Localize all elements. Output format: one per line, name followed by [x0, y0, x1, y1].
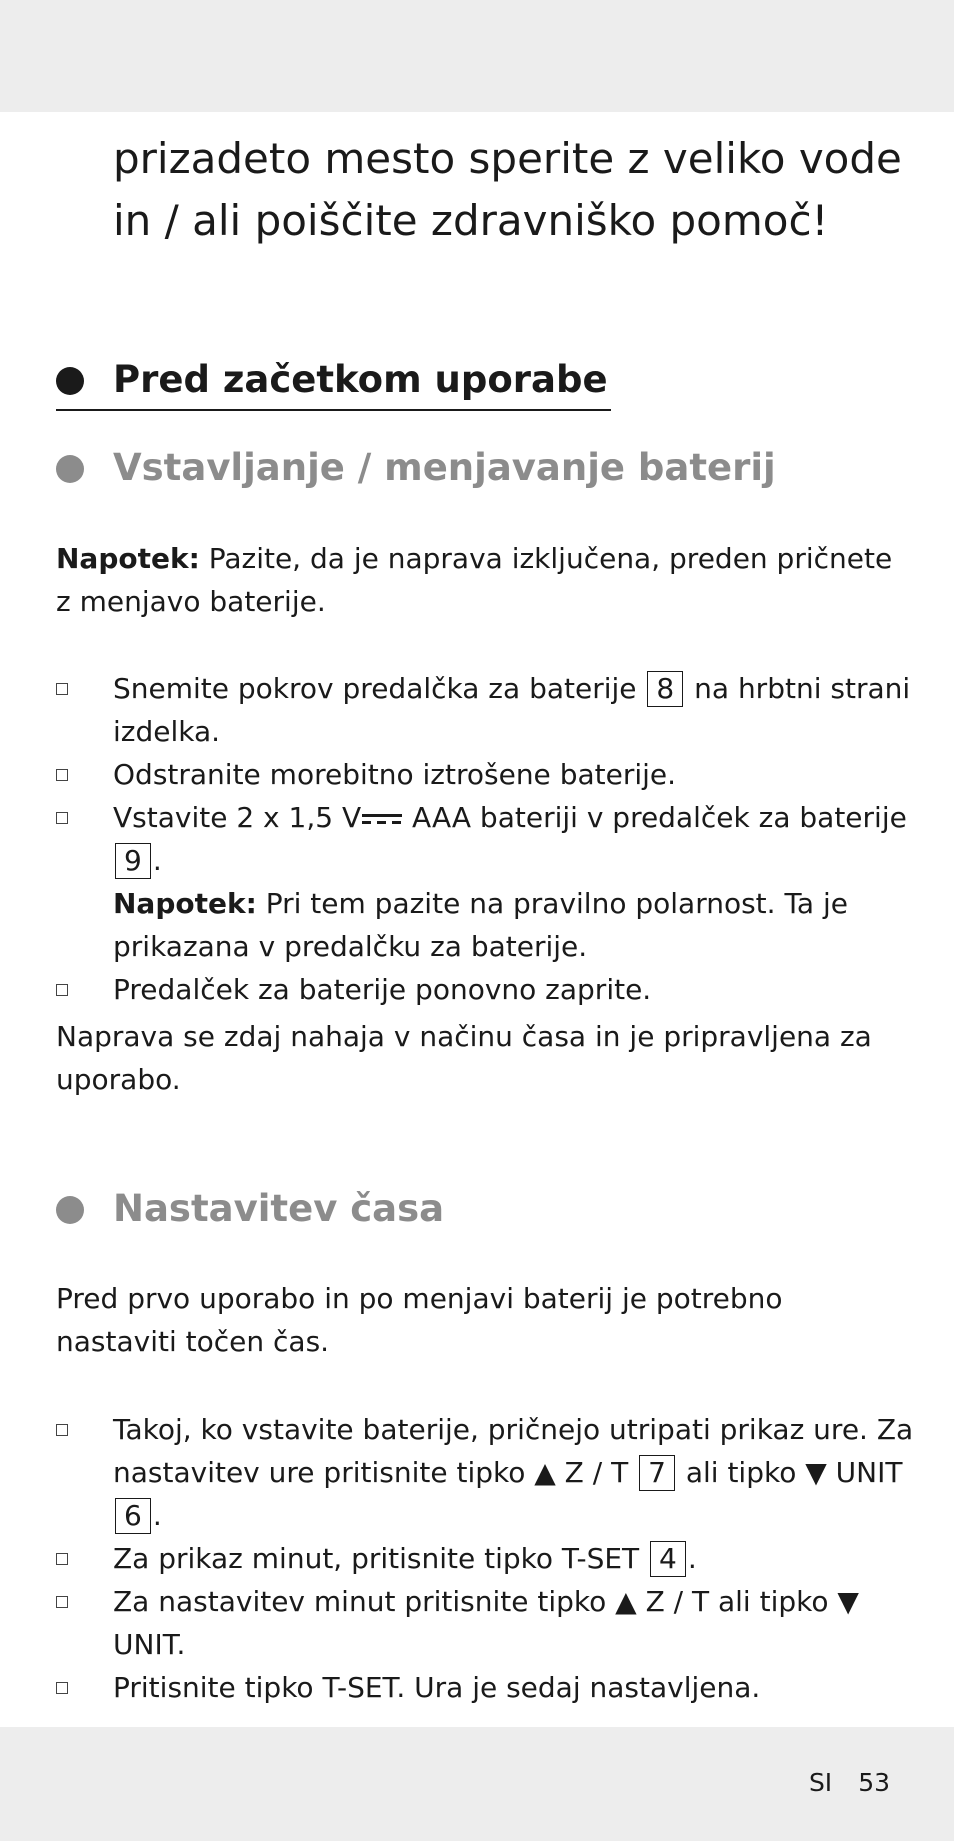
note-label: Napotek: [56, 542, 200, 575]
checkbox-bullet-icon [56, 1553, 68, 1565]
bullet-dot-icon [56, 367, 84, 395]
checkbox-bullet-icon [56, 769, 68, 781]
bullet-dot-icon [56, 1196, 84, 1224]
battery-note [56, 537, 906, 623]
battery-steps-list [56, 667, 916, 1011]
step-text: Za nastavitev minut pritisnite tipko ▲ Z / T ali tipko ▼ UNIT. [113, 1585, 859, 1661]
reference-number: 4 [650, 1541, 686, 1577]
checkbox-bullet-icon [56, 1424, 68, 1436]
step-text: Za prikaz minut, pritisnite tipko T-SET [113, 1542, 649, 1575]
checkbox-bullet-icon [56, 984, 68, 996]
step-text: Odstranite morebitno iztrošene baterije. [113, 758, 677, 791]
subheading-text: Vstavljanje / menjavanje baterij [113, 446, 776, 489]
note-label: Napotek: [113, 887, 257, 920]
section-heading-text: Pred začetkom uporabe [113, 358, 608, 401]
step-text: . [152, 844, 162, 877]
step-text: . [687, 1542, 697, 1575]
step-text: na hrbtni strani izdelka. [113, 672, 911, 748]
language-code: SI [808, 1768, 833, 1797]
bullet-dot-icon [56, 455, 84, 483]
list-item [56, 968, 916, 1011]
battery-closing-text: Naprava se zdaj nahaja v načinu časa in je pripravljena za uporabo. [56, 1020, 872, 1096]
dc-current-icon [362, 812, 402, 826]
list-item [56, 667, 916, 753]
subheading-set-time [56, 1184, 444, 1234]
reference-number: 8 [647, 671, 683, 707]
step-text: Takoj, ko vstavite baterije, pričnejo utripati prikaz ure. Za nastavitev ure pritisnite tipko ▲ Z / T [113, 1413, 914, 1489]
list-item [56, 1408, 916, 1537]
section-heading-before-use [56, 355, 611, 411]
list-item [56, 1537, 916, 1580]
intro-line-2: in / ali poiščite zdravniško pomoč! [113, 196, 829, 245]
reference-number: 7 [639, 1455, 675, 1491]
list-item [56, 753, 916, 796]
header-band [0, 0, 954, 112]
step-text: AAA bateriji v predalček za baterije [403, 801, 907, 834]
page-footer [809, 1763, 890, 1803]
list-item [56, 1580, 916, 1666]
time-steps-list [56, 1408, 916, 1709]
step-text: Vstavite 2 x 1,5 V [113, 801, 362, 834]
list-item [56, 796, 916, 968]
step-text: Snemite pokrov predalčka za baterije [113, 672, 646, 705]
step-text: ali tipko ▼ UNIT [676, 1456, 903, 1489]
reference-number: 9 [115, 843, 151, 879]
page-number: 53 [858, 1768, 890, 1797]
checkbox-bullet-icon [56, 1682, 68, 1694]
subheading-batteries [56, 443, 776, 493]
note-text: Pazite, da je naprava izključena, preden pričnete z menjavo baterije. [56, 542, 893, 618]
checkbox-bullet-icon [56, 1596, 68, 1608]
subheading-text: Nastavitev časa [113, 1187, 445, 1230]
list-item [56, 1666, 916, 1709]
intro-text [113, 128, 913, 252]
note-text: Pri tem pazite na pravilno polarnost. Ta je prikazana v predalčku za baterije. [113, 887, 848, 963]
time-intro-text: Pred prvo uporabo in po menjavi baterij je potrebno nastaviti točen čas. [56, 1282, 783, 1358]
step-text: . [152, 1499, 162, 1532]
intro-line-1: prizadeto mesto sperite z veliko vode [113, 134, 902, 183]
step-text: Pritisnite tipko T-SET. Ura je sedaj nastavljena. [113, 1671, 761, 1704]
step-text: Predalček za baterije ponovno zaprite. [113, 973, 652, 1006]
checkbox-bullet-icon [56, 683, 68, 695]
checkbox-bullet-icon [56, 812, 68, 824]
reference-number: 6 [115, 1498, 151, 1534]
